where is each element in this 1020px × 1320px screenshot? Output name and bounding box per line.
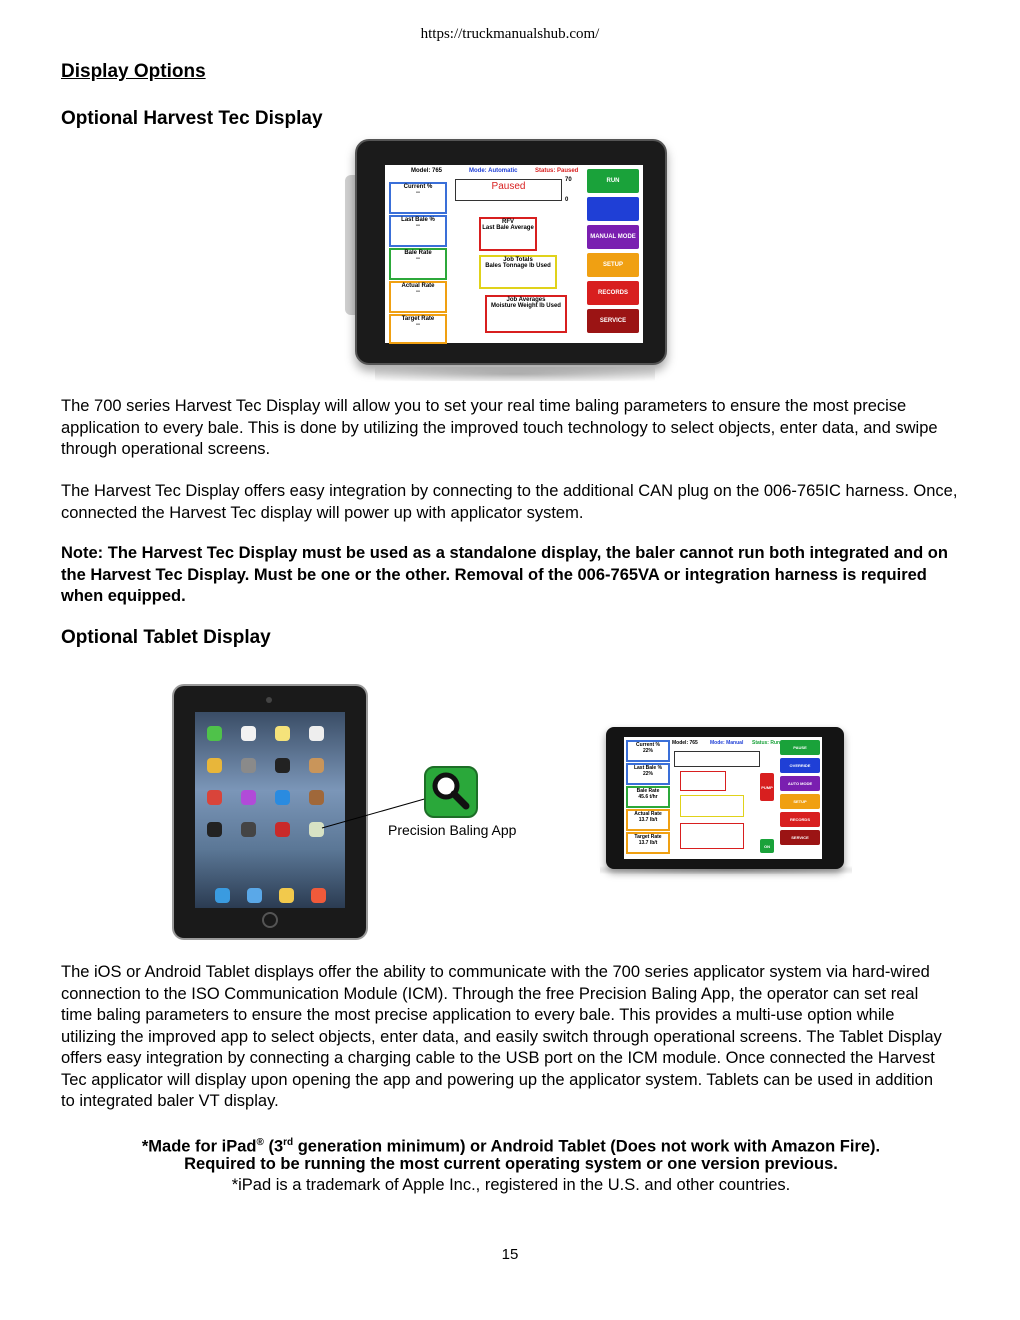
page-number: 15 — [501, 1246, 519, 1263]
android-screen — [624, 737, 822, 859]
android-status: Status: Run — [752, 740, 781, 746]
android-bar-graph — [674, 751, 760, 767]
itunes-app-icon — [241, 790, 256, 805]
job-averages-box: Job Averages Moisture Weight lb Used — [485, 295, 567, 333]
screen-model: Model: 765 — [411, 168, 443, 174]
android-job-totals-box — [680, 795, 744, 817]
reminders-app-icon — [309, 726, 324, 741]
precision-baling-app-label: Precision Baling App — [388, 822, 517, 838]
android-auto-mode-button[interactable]: AUTO MODE — [780, 776, 820, 791]
harvest-tec-paragraph-2: The Harvest Tec Display offers easy integration by connecting to the additional CAN plug on the 006-765IC harness. Once, connected the Harvest Tec display will power up with applicator system. — [61, 482, 958, 522]
maps-app-icon — [207, 758, 222, 773]
setup-button[interactable]: SETUP — [587, 253, 639, 277]
android-tile-target-rate[interactable]: Target Rate 13.7 lb/t — [626, 832, 670, 854]
gauge-bottom: 0 — [565, 197, 569, 203]
tablet-heading: Optional Tablet Display — [61, 627, 271, 648]
android-tile-current[interactable]: Current % 22% — [626, 740, 670, 762]
harvest-tec-heading: Optional Harvest Tec Display — [61, 108, 323, 129]
ipad-home-button — [262, 912, 278, 928]
paused-banner: Paused — [455, 179, 562, 201]
manual-mode-button[interactable]: MANUAL MODE — [587, 225, 639, 249]
clapper-app-icon — [275, 758, 290, 773]
precision-baling-magnifier-icon — [424, 766, 478, 818]
footnote-line-1: *Made for iPad® (3rd generation minimum) or Android Tablet (Does not work with Amazon Fire). — [141, 1137, 881, 1156]
android-setup-button[interactable]: SETUP — [780, 794, 820, 809]
harvest-tec-paragraph-1: The 700 series Harvest Tec Display will allow you to set your real time baling parameters to ensure the most precise application to every bale. This is done by utilizing the improved touch technology to select objects, enter data, and swipe through operational screens. — [61, 397, 938, 458]
contacts-app-icon — [309, 758, 324, 773]
android-override-button[interactable]: OVERRIDE — [780, 758, 820, 773]
android-service-button[interactable]: SERVICE — [780, 830, 820, 845]
music-dock-icon — [311, 888, 326, 903]
tile-last-bale[interactable]: Last Bale % -- — [389, 215, 447, 247]
tablet-paragraph: The iOS or Android Tablet displays offer the ability to communicate with the 700 series applicator system via hard-wired connection to the ISO Communication Module (ICM). Through the free Precision Baling App, the operator can set real time baling parameters to ensure the most precise application to every bale. This provides a multi-use option while utilizing the improved app to select objects, enter data, and easily switch through operational screens. The Tablet Display offers easy integration by connecting a charging cable to the USB port on the ICM module. Once connected the Harvest Tec applicator will display upon opening the app and powering up the applicator system. Tablets can be used in addition to integrated baler VT display. — [61, 963, 942, 1110]
tile-target-rate[interactable]: Target Rate -- — [389, 314, 447, 344]
ipad-camera — [266, 697, 272, 703]
device-shadow — [375, 367, 655, 381]
records-button[interactable]: RECORDS — [587, 281, 639, 305]
facetime-app-icon — [275, 822, 290, 837]
videos-app-icon — [241, 758, 256, 773]
android-model: Model: 765 — [672, 740, 698, 746]
app-store-app-icon — [275, 790, 290, 805]
rfv-box: RFV Last Bale Average — [479, 217, 537, 251]
android-job-averages-box — [680, 823, 744, 849]
job-totals-box: Job Totals Bales Tonnage lb Used — [479, 255, 557, 289]
messages-app-icon — [207, 726, 222, 741]
game-center-app-icon — [207, 790, 222, 805]
footnote-line-2: Required to be running the most current operating system or one version previous. — [184, 1155, 838, 1173]
android-on-button[interactable]: ON — [760, 839, 774, 853]
camera-app-icon — [207, 822, 222, 837]
footnote-line-3: *iPad is a trademark of Apple Inc., registered in the U.S. and other countries. — [231, 1176, 791, 1194]
device-bezel — [355, 139, 667, 365]
calendar-app-icon — [241, 726, 256, 741]
tile-actual-rate[interactable]: Actual Rate -- — [389, 281, 447, 313]
android-pump-button[interactable]: PUMP — [760, 773, 774, 801]
android-tablet-image — [606, 727, 844, 869]
screen-status: Status: Paused — [535, 168, 579, 174]
photos-dock-icon — [279, 888, 294, 903]
header-url[interactable]: https://truckmanualshub.com/ — [420, 26, 600, 42]
gauge-top: 70 — [565, 177, 572, 183]
screen-mode: Mode: Automatic — [469, 168, 518, 174]
mail-dock-icon — [247, 888, 262, 903]
photo-booth-app-icon — [241, 822, 256, 837]
android-mode: Mode: Manual — [710, 740, 744, 746]
android-rfv-box — [680, 771, 726, 791]
blue-button[interactable] — [587, 197, 639, 221]
android-tile-last-bale[interactable]: Last Bale % 22% — [626, 763, 670, 785]
android-records-button[interactable]: RECORDS — [780, 812, 820, 827]
tile-bale-rate[interactable]: Bale Rate -- — [389, 248, 447, 280]
harvest-tec-note: Note: The Harvest Tec Display must be used as a standalone display, the baler cannot run both integrated and on the Harvest Tec Display. Must be one or the other. Removal of the 006-765VA or integration harness is required when equipped. — [61, 544, 948, 605]
section-title: Display Options — [61, 61, 206, 82]
service-button[interactable]: SERVICE — [587, 309, 639, 333]
notes-app-icon — [275, 726, 290, 741]
android-tile-actual-rate[interactable]: Actual Rate 13.7 lb/t — [626, 809, 670, 831]
run-button[interactable]: RUN — [587, 169, 639, 193]
android-tile-bale-rate[interactable]: Bale Rate 45.6 t/hr — [626, 786, 670, 808]
safari-dock-icon — [215, 888, 230, 903]
harvest-tec-display-image — [345, 135, 667, 385]
device-screen — [385, 165, 643, 343]
android-pause-button[interactable]: PAUSE — [780, 740, 820, 755]
tile-current[interactable]: Current % -- — [389, 182, 447, 214]
